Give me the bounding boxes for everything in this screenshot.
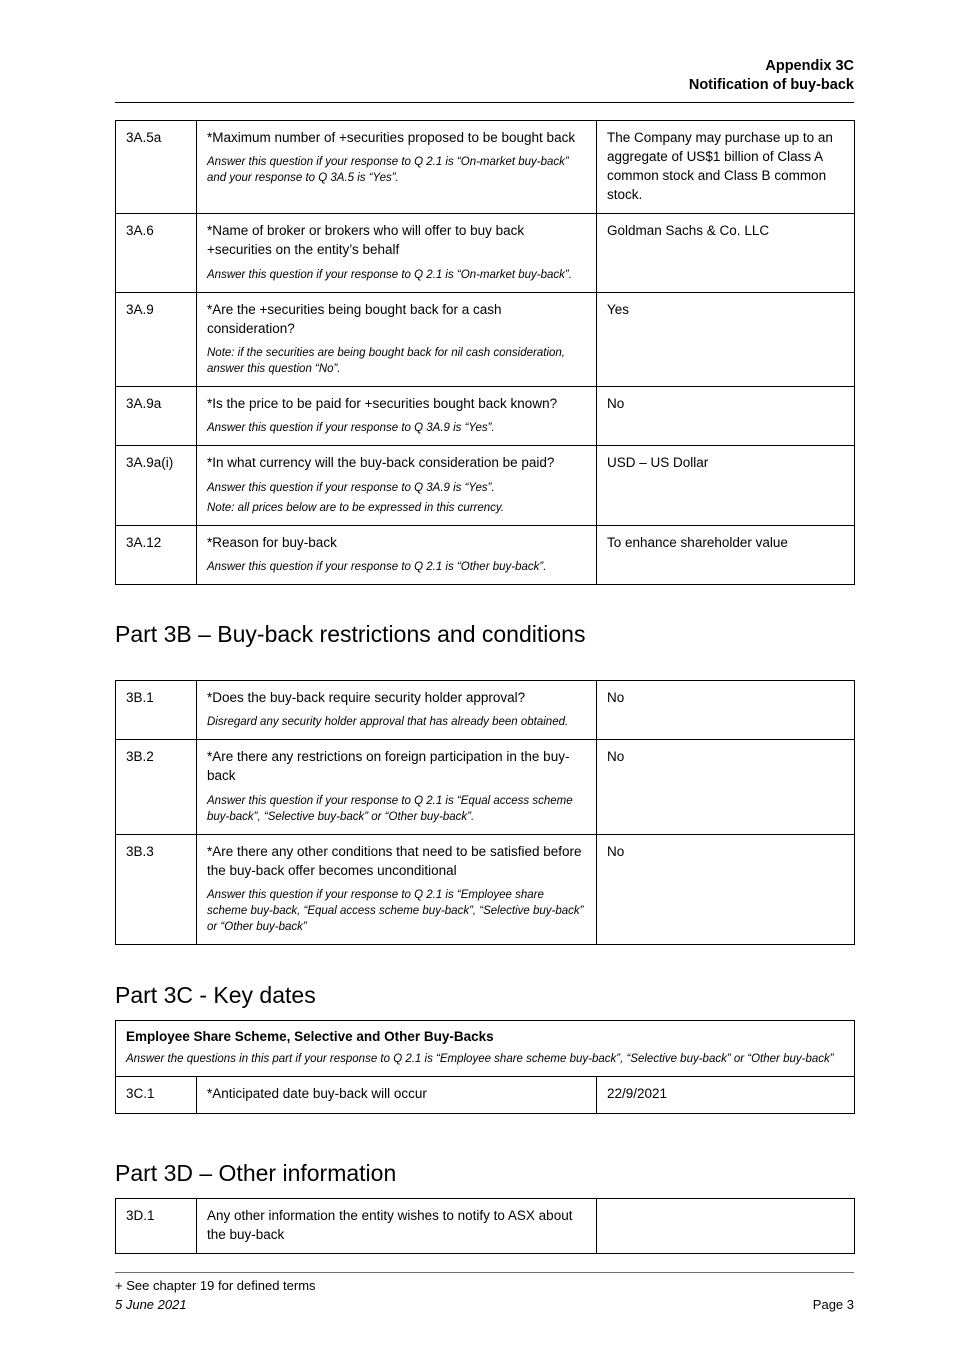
table-row [116,834,855,945]
question-cell [197,387,597,446]
item-number: 3A.5a [116,120,197,214]
page-footer [115,1272,854,1314]
section-heading-part3c: Part 3C - Key dates [115,982,316,1009]
question-note: Note: if the securities are being bought back for nil cash consideration, answer this question “No”. [207,347,565,376]
section-heading-part3b: Part 3B – Buy-back restrictions and conditions [115,621,586,648]
document-title: Notification of buy-back [688,76,854,93]
question-cell [197,681,597,740]
question-text: *Are the +securities being bought back for a cash consideration? [207,301,502,336]
question-text: *Is the price to be paid for +securities bought back known? [207,396,558,412]
item-number: 3A.9 [116,292,197,387]
question-text: *Does the buy-back require security holder approval? [207,690,526,706]
question-text: *In what currency will the buy-back consideration be paid? [207,455,555,471]
table-header-title: Employee Share Scheme, Selective and Other Buy-Backs [126,1029,494,1045]
question-text: *Are there any restrictions on foreign participation in the buy-back [207,749,570,784]
item-number: 3A.6 [116,214,197,292]
question-cell [197,1077,597,1113]
table-row [116,1198,855,1253]
question-cell [197,292,597,387]
table-row [116,446,855,525]
question-text: *Anticipated date buy-back will occur [207,1086,427,1102]
question-note: Disregard any security holder approval that has already been obtained. [207,716,569,729]
question-note: Note: all prices below are to be expressed in this currency. [207,501,505,514]
item-number: 3A.12 [116,525,197,584]
answer-text [597,1198,855,1253]
table-header-cell [116,1021,855,1077]
question-cell [197,1198,597,1253]
document-header [115,0,854,103]
question-text: Any other information the entity wishes to notify to ASX about the buy-back [207,1207,573,1242]
answer-text: No [597,834,855,945]
answer-text: To enhance shareholder value [597,525,855,584]
item-number: 3C.1 [116,1077,197,1113]
question-text: *Reason for buy-back [207,534,337,550]
question-cell [197,446,597,525]
question-note: Answer this question if your response to Q 2.1 is “On-market buy-back” and your response to Q 3A.5 is “Yes”. [207,155,569,184]
table-row [116,292,855,387]
question-note: Answer this question if your response to Q 2.1 is “Other buy-back”. [207,560,547,573]
question-note: Answer this question if your response to Q 2.1 is “Equal access scheme buy-back”, “Selective buy-back” or “Other buy-back”. [207,794,573,823]
part3b-table [115,680,855,945]
question-note: Answer this question if your response to Q 3A.9 is “Yes”. [207,481,495,494]
answer-text: The Company may purchase up to an aggregate of US$1 billion of Class A common stock and Class B common stock. [597,120,855,214]
item-number: 3A.9a [116,387,197,446]
question-text: *Name of broker or brokers who will offer to buy back +securities on the entity’s behalf [207,223,525,258]
question-note: Answer this question if your response to Q 3A.9 is “Yes”. [207,422,495,435]
item-number: 3B.1 [116,681,197,740]
answer-text: No [597,740,855,835]
answer-text: No [597,681,855,740]
defined-terms-note: + See chapter 19 for defined terms [115,1277,316,1293]
item-number: 3D.1 [116,1198,197,1253]
answer-text: Goldman Sachs & Co. LLC [597,214,855,292]
page-content [115,0,854,1313]
version-date: 5 June 2021 [115,1297,187,1313]
question-note: Answer this question if your response to Q 2.1 is “On-market buy-back”. [207,268,572,281]
table-row [116,387,855,446]
question-cell [197,740,597,835]
part3c-table [115,1020,855,1113]
part3d-table [115,1198,855,1254]
question-cell [197,120,597,214]
answer-text: No [597,387,855,446]
question-note: Answer this question if your response to Q 2.1 is “Employee share scheme buy-back, “Equal access scheme buy-back”, “Selective buy-back” or “Other buy-back” [207,889,584,934]
table-row [116,214,855,292]
section-heading-part3d: Part 3D – Other information [115,1159,397,1186]
item-number: 3B.2 [116,740,197,835]
question-text: *Are there any other conditions that need to be satisfied before the buy-back offer becomes unconditional [207,843,582,878]
answer-text: USD – US Dollar [597,446,855,525]
table-row [116,681,855,740]
part3a-table [115,120,855,585]
question-cell [197,214,597,292]
question-text: *Maximum number of +securities proposed to be bought back [207,129,576,145]
answer-text: 22/9/2021 [597,1077,855,1113]
item-number: 3A.9a(i) [116,446,197,525]
table-row [116,525,855,584]
question-cell [197,525,597,584]
appendix-title: Appendix 3C [765,58,854,74]
table-row [116,740,855,835]
table-row [116,1077,855,1113]
answer-text: Yes [597,292,855,387]
page-number: Page 3 [812,1297,854,1313]
table-header-row [116,1021,855,1077]
question-cell [197,834,597,945]
item-number: 3B.3 [116,834,197,945]
table-row [116,120,855,214]
table-header-note: Answer the questions in this part if your response to Q 2.1 is “Employee share scheme buy-back”, “Selective buy-back” or “Other buy-back” [126,1053,834,1066]
